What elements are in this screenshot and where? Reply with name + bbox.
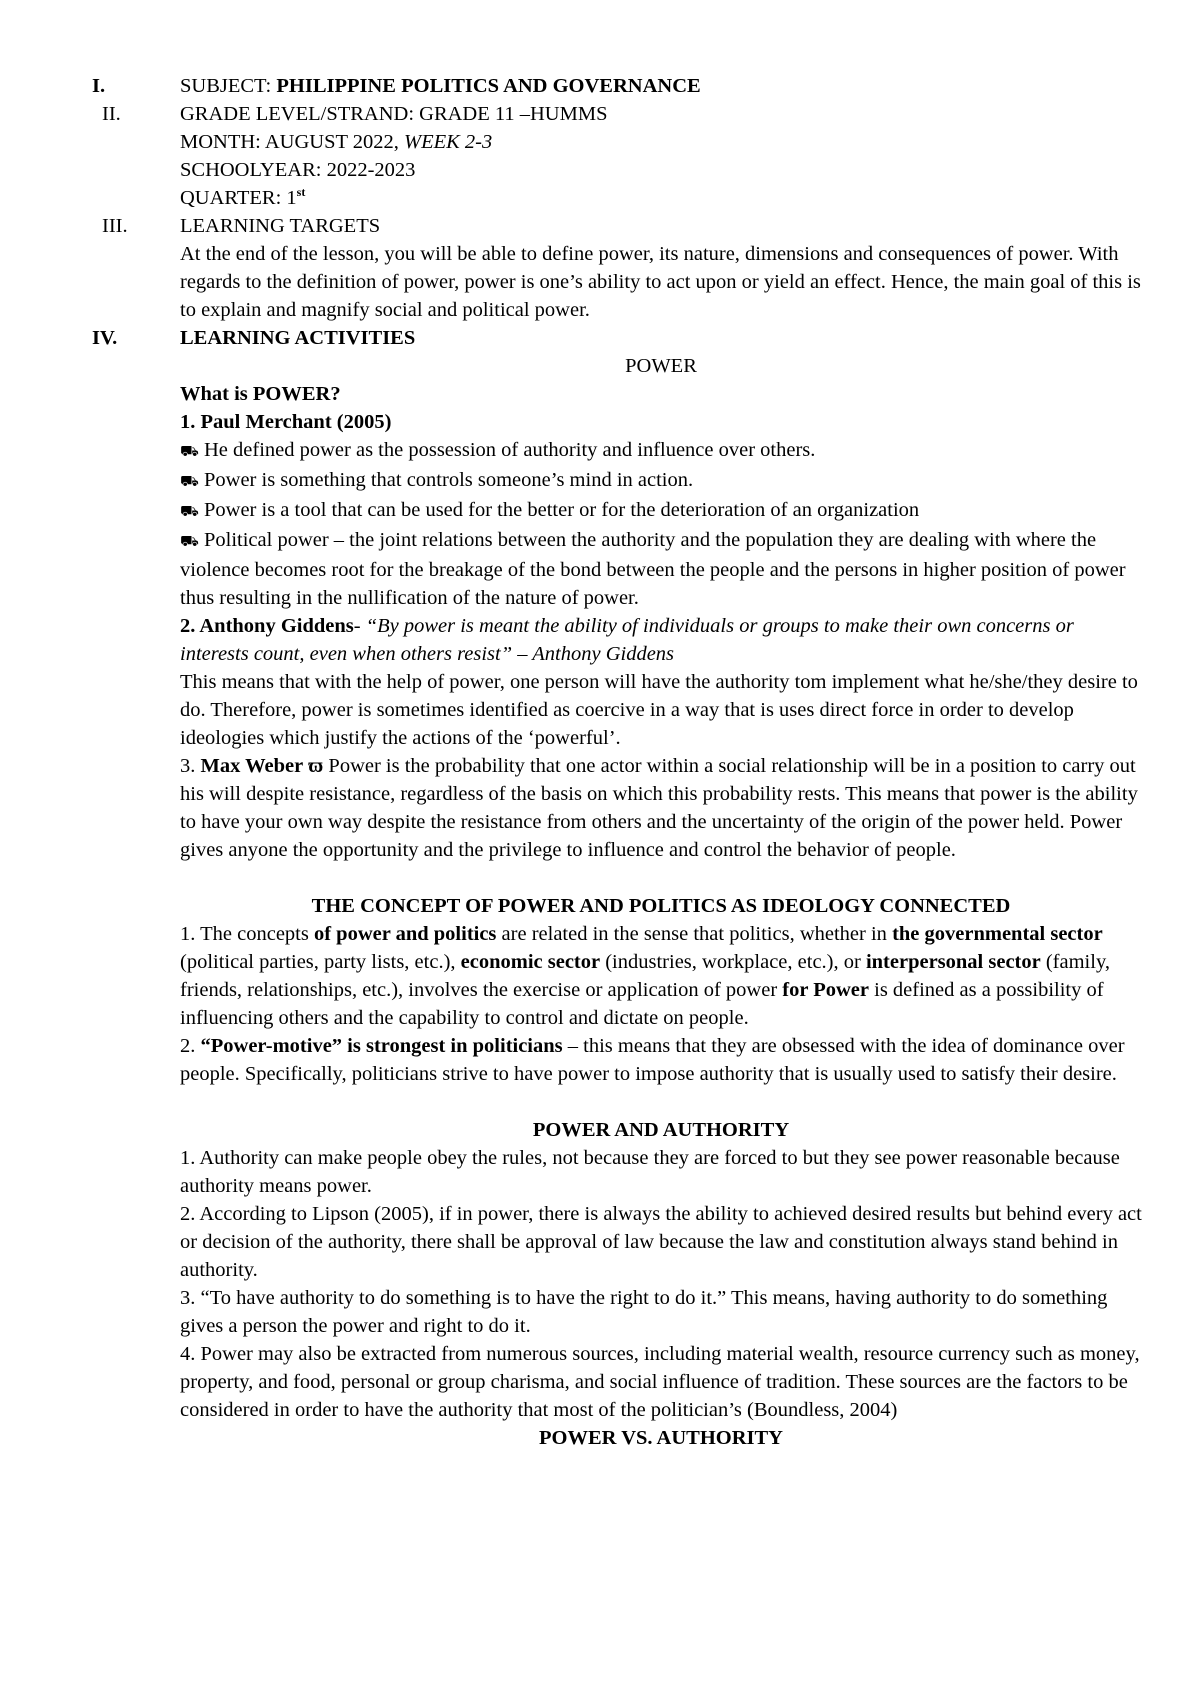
weber-paragraph: 3. Max Weber ϖ Power is the probability that one actor within a social relationship will be in a position to carry out his will despite resistance, regardless of the basis on which this probability rests. This means that power is the ability to have your own way despite the resistance from others and the uncertainty of the origin of the power held. Power gives anyone the opportunity and the privilege to influence and control the behavior of people. <box>180 755 1138 861</box>
body-content <box>92 352 1142 1452</box>
power-heading: POWER <box>625 355 697 377</box>
bus-bullet-icon: ⛟ <box>180 474 199 490</box>
authority-item: 4. Power may also be extracted from numerous sources, including material wealth, resource currency such as money, property, and food, personal or group charisma, and social influence of tradition. These sources are the factors to be considered in order to have the authority that most of the politician’s (Boundless, 2004) <box>180 1343 1140 1421</box>
quarter-line: QUARTER: 1st <box>180 185 306 209</box>
document-page <box>92 72 1142 1452</box>
targets-title: LEARNING TARGETS <box>180 215 381 237</box>
merchant-point: ⛟ Political power – the joint relations between the authority and the population they are dealing with where the violence becomes root for the breakage of the bond between the people and the persons in higher position of power thus resulting in the nullification of the nature of power. <box>180 529 1126 609</box>
section-iii <box>92 212 1142 324</box>
subject-label: SUBJECT: <box>180 75 277 97</box>
power-vs-authority-heading: POWER VS. AUTHORITY <box>539 1427 783 1449</box>
quarter-sup: st <box>296 185 306 200</box>
bus-bullet-icon: ⛟ <box>180 444 199 460</box>
grade-level: GRADE LEVEL/STRAND: GRADE 11 –HUMMS <box>180 103 608 125</box>
merchant-point: ⛟ Power is a tool that can be used for the better or for the deterioration of an organization <box>180 496 1142 526</box>
concept-point-2: 2. “Power-motive” is strongest in politicians – this means that they are obsessed with the idea of dominance over people. Specifically, politicians strive to have power to impose authority that is usually used to satisfy their desire. <box>180 1035 1125 1085</box>
weber-symbol-icon: ϖ <box>308 755 324 777</box>
spacer <box>180 864 1142 892</box>
roman-numeral-iv: IV. <box>92 327 118 349</box>
weber-name: Max Weber <box>200 755 304 777</box>
activities-title: LEARNING ACTIVITIES <box>180 327 416 349</box>
what-is-power-question: What is POWER? <box>180 383 341 405</box>
authority-heading: POWER AND AUTHORITY <box>532 1119 790 1141</box>
merchant-title: 1. Paul Merchant (2005) <box>180 411 392 433</box>
roman-numeral-iii: III. <box>102 215 128 237</box>
bus-bullet-icon: ⛟ <box>180 504 199 520</box>
authority-item: 1. Authority can make people obey the rules, not because they are forced to but they see power reasonable because authority means power. <box>180 1147 1120 1197</box>
giddens-name: 2. Anthony Giddens <box>180 615 354 637</box>
authority-item: 3. “To have authority to do something is to have the right to do it.” This means, having authority to do something gives a person the power and right to do it. <box>180 1287 1108 1337</box>
section-i <box>92 72 1142 100</box>
merchant-point: ⛟ Power is something that controls someone’s mind in action. <box>180 466 1142 496</box>
section-iv <box>92 324 1142 352</box>
authority-item: 2. According to Lipson (2005), if in power, there is always the ability to achieved desired results but behind every act or decision of the authority, there shall be approval of law because the law and constitution always stand behind in authority. <box>180 1203 1142 1281</box>
spacer <box>180 1088 1142 1116</box>
concept-heading: THE CONCEPT OF POWER AND POLITICS AS IDEOLOGY CONNECTED <box>311 895 1011 917</box>
roman-numeral-i: I. <box>92 75 106 97</box>
merchant-continuation: with where the violence becomes root for the breakage of the bond between the people and the persons in higher position of power thus resulting in the nullification of the nature of power. <box>180 529 1126 609</box>
schoolyear: SCHOOLYEAR: 2022-2023 <box>180 159 416 181</box>
subject-value: PHILIPPINE POLITICS AND GOVERNANCE <box>276 75 701 97</box>
targets-text: At the end of the lesson, you will be able to define power, its nature, dimensions and consequences of power. With regards to the definition of power, power is one’s ability to act upon or yield an effect. Hence, the main goal of this is to explain and magnify social and political power. <box>180 243 1141 321</box>
month-week: WEEK 2-3 <box>404 131 493 153</box>
concept-point-1: 1. The concepts of power and politics are related in the sense that politics, whether in the governmental sector (political parties, party lists, etc.), economic sector (industries, workplace, etc.), or interpersonal sector (family, friends, relationships, etc.), involves the exercise or application of power for Power is defined as a possibility of influencing others and the capability to control and dictate on people. <box>180 923 1110 1029</box>
roman-numeral-ii: II. <box>102 103 121 125</box>
bus-bullet-icon: ⛟ <box>180 534 199 550</box>
giddens-quote: “By power is meant the ability of individuals or groups to make their own concerns or interests count, even when others resist” – Anthony Giddens <box>180 615 1074 665</box>
giddens-paragraph: 2. Anthony Giddens- “By power is meant the ability of individuals or groups to make their own concerns or interests count, even when others resist” – Anthony Giddens <box>180 615 1074 665</box>
month-line: MONTH: AUGUST 2022, WEEK 2-3 <box>180 131 493 153</box>
giddens-explanation: This means that with the help of power, one person will have the authority tom implement what he/she/they desire to do. Therefore, power is sometimes identified as coercive in a way that is uses direct force in order to develop ideologies which justify the actions of the ‘powerful’. <box>180 671 1138 749</box>
section-ii <box>92 100 1142 212</box>
merchant-point: ⛟ He defined power as the possession of authority and influence over others. <box>180 436 1142 466</box>
